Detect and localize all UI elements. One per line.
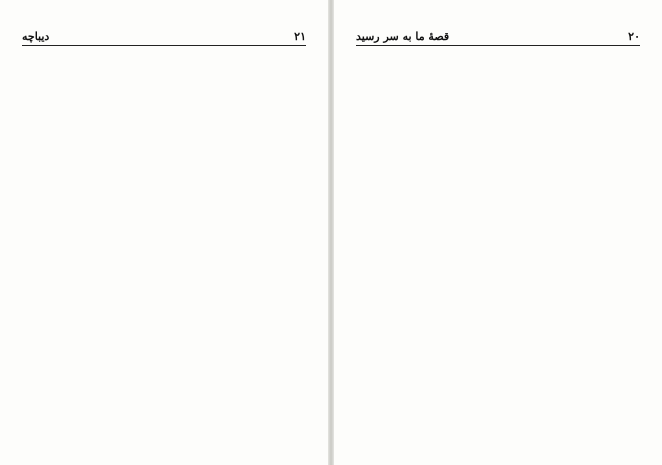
right-page-header — [356, 28, 640, 46]
right-page-number: ۲۰ — [628, 30, 640, 43]
left-page-number: ۲۱ — [294, 30, 306, 43]
left-page — [0, 0, 328, 465]
right-page — [334, 0, 662, 465]
right-running-title: قصهٔ ما به سر رسید — [356, 30, 450, 43]
left-page-body — [22, 56, 306, 453]
left-page-header — [22, 28, 306, 46]
right-page-body — [356, 56, 640, 453]
left-running-title: دیباچه — [22, 30, 50, 43]
